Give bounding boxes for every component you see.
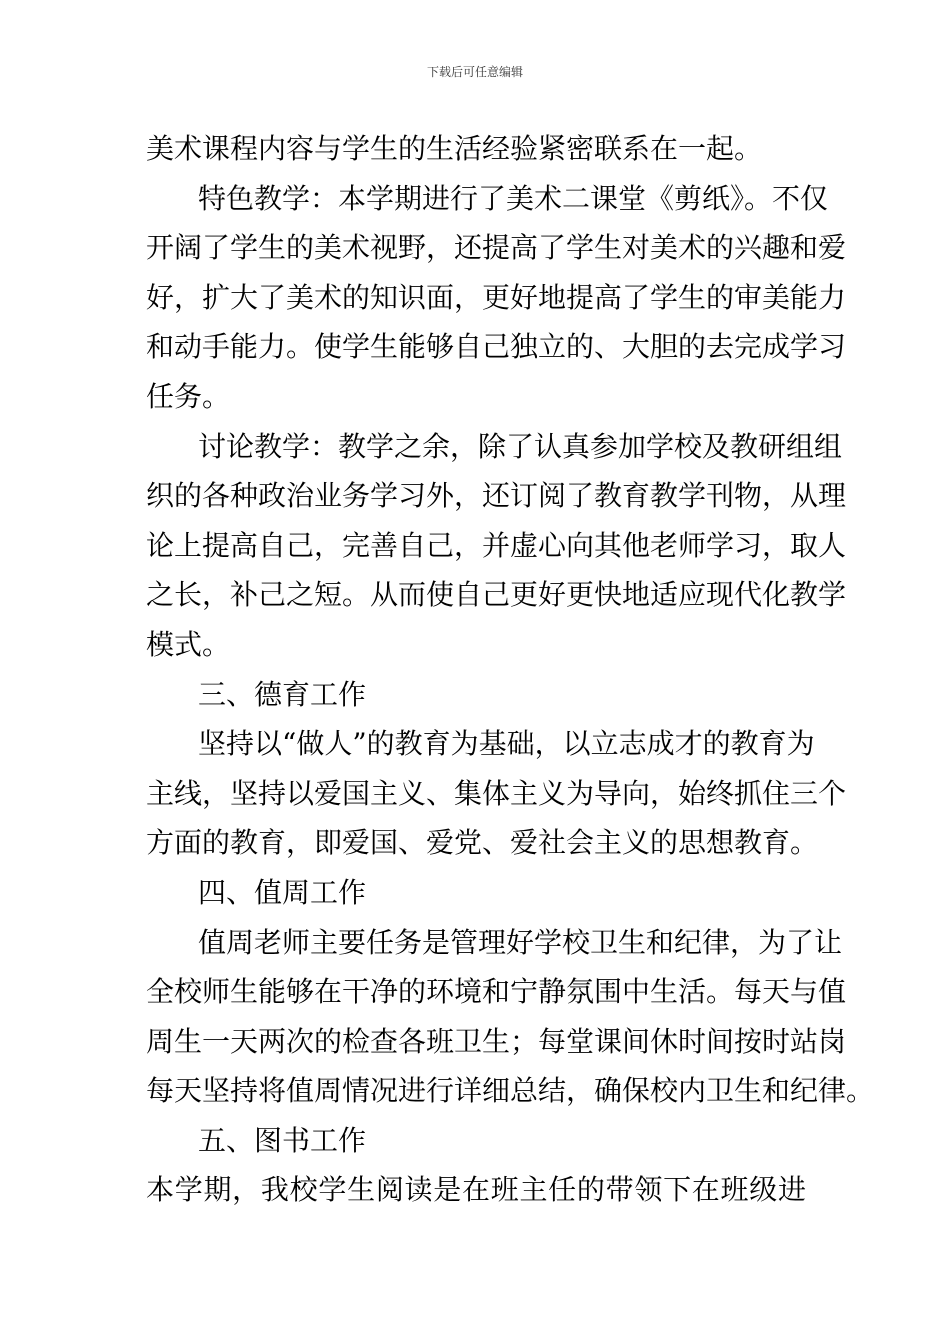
text-line: 全校师生能够在干净的环境和宁静氛围中生活。每天与值 — [146, 975, 847, 1009]
text-line: 坚持以“做人”的教育为基础，以立志成才的教育为 — [198, 727, 815, 761]
text-line: 本学期，我校学生阅读是在班主任的带领下在班级进 — [146, 1173, 806, 1207]
text-line: 方面的教育，即爱国、爱党、爱社会主义的思想教育。 — [146, 826, 819, 860]
text-line: 讨论教学：教学之余，除了认真参加学校及教研组组 — [198, 429, 843, 463]
text-line: 美术课程内容与学生的生活经验紧密联系在一起。 — [146, 132, 763, 165]
text-line: 任务。 — [146, 379, 231, 413]
text-line: 之长，补己之短。从而使自己更好更快地适应现代化教学 — [146, 578, 847, 612]
text-line: 三、德育工作 — [198, 677, 367, 711]
text-line: 好，扩大了美术的知识面，更好地提高了学生的审美能力 — [146, 280, 847, 314]
text-line: 织的各种政治业务学习外，还订阅了教育教学刊物，从理 — [146, 479, 847, 513]
text-line: 论上提高自己，完善自己，并虚心向其他老师学习，取人 — [146, 528, 847, 562]
text-line: 开阔了学生的美术视野，还提高了学生对美术的兴趣和爱 — [146, 231, 847, 265]
document-body — [146, 124, 875, 1215]
text-line: 主线，坚持以爱国主义、集体主义为导向，始终抓住三个 — [146, 776, 847, 810]
text-line: 四、值周工作 — [198, 875, 367, 909]
text-line: 模式。 — [146, 627, 231, 661]
text-line: 每天坚持将值周情况进行详细总结，确保校内卫生和纪律。 — [146, 1074, 875, 1108]
text-line: 和动手能力。使学生能够自己独立的、大胆的去完成学习 — [146, 330, 847, 364]
text-line: 五、图书工作 — [198, 1123, 367, 1157]
page-header: 下载后可任意编辑 — [426, 65, 523, 79]
text-line: 值周老师主要任务是管理好学校卫生和纪律，为了让 — [198, 925, 843, 959]
text-line: 周生一天两次的检查各班卫生；每堂课间休时间按时站岗 — [146, 1024, 847, 1058]
text-line: 特色教学：本学期进行了美术二课堂《剪纸》。不仅 — [198, 181, 829, 215]
